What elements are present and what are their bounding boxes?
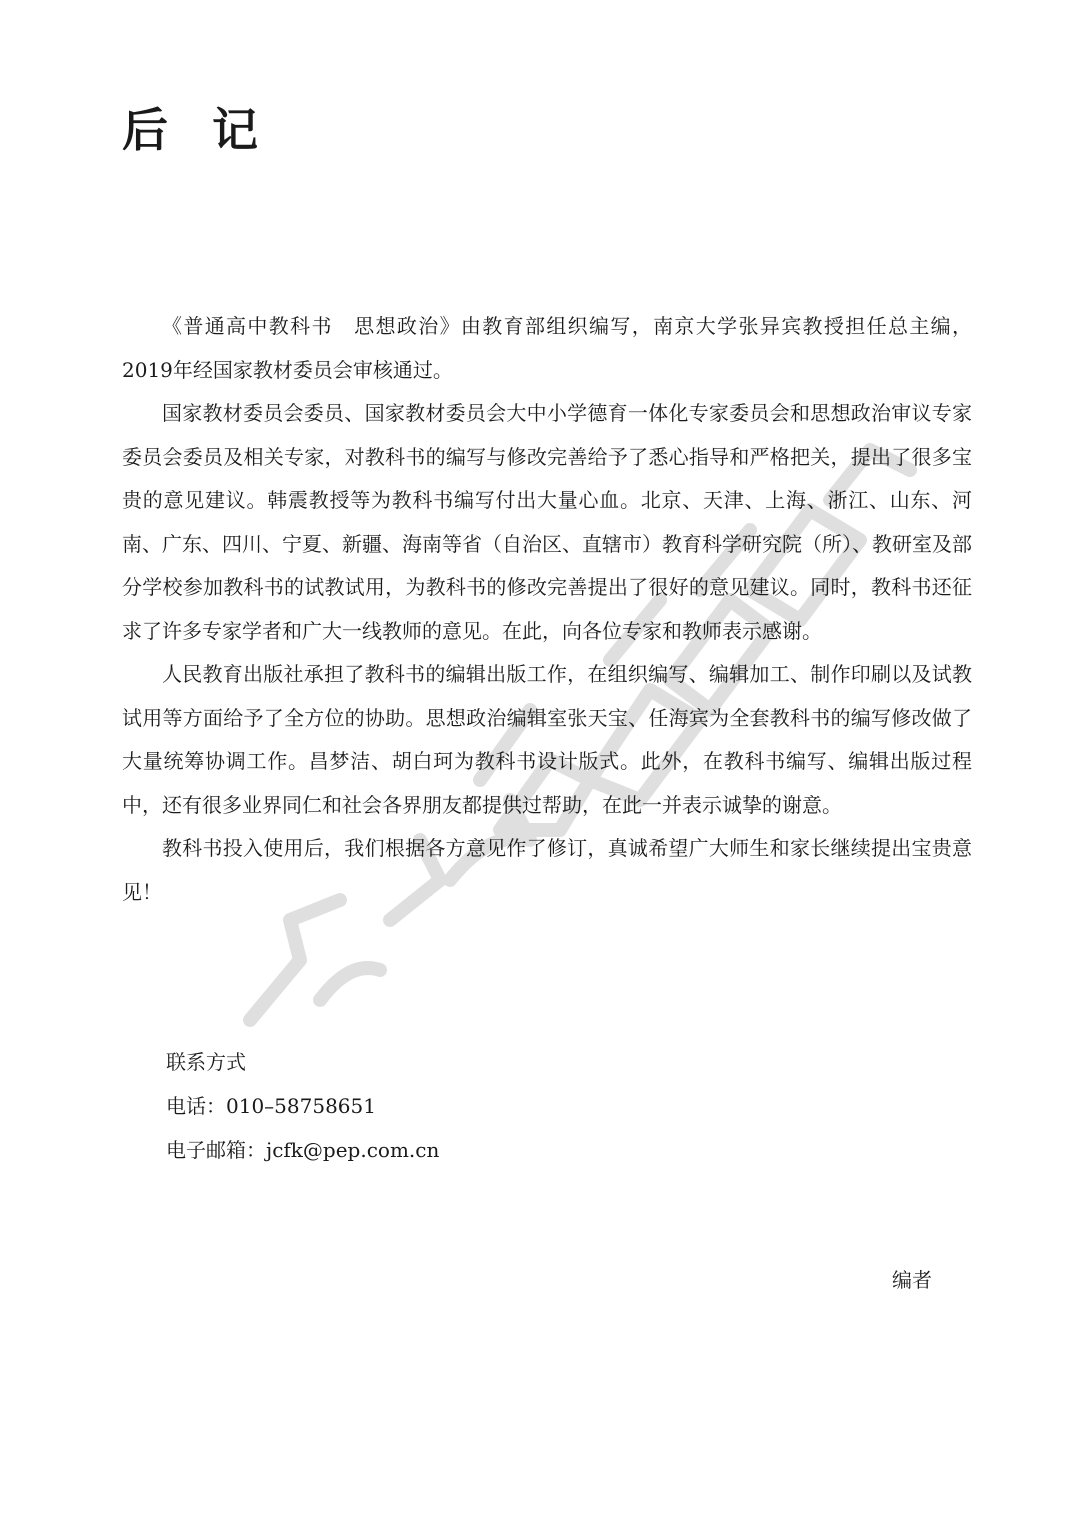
contact-email: 电子邮箱：jcfk@pep.com.cn <box>166 1138 440 1162</box>
body-text <box>122 305 972 914</box>
contact-block <box>166 1040 439 1172</box>
paragraph: 国家教材委员会委员、国家教材委员会大中小学德育一体化专家委员会和思想政治审议专家委员会委员及相关专家，对教科书的编写与修改完善给予了悉心指导和严格把关，提出了很多宝贵的意见建议。韩震教授等为教科书编写付出大量心血。北京、天津、上海、浙江、山东、河南、广东、四川、宁夏、新疆、海南等省（自治区、直辖市）教育科学研究院（所）、教研室及部分学校参加教科书的试教试用，为教科书的修改完善提出了很好的意见建议。同时，教科书还征求了许多专家学者和广大一线教师的意见。在此，向各位专家和教师表示感谢。 <box>122 401 972 643</box>
contact-heading: 联系方式 <box>166 1050 246 1074</box>
paragraph: 人民教育出版社承担了教科书的编辑出版工作，在组织编写、编辑加工、制作印刷以及试教试用等方面给予了全方位的协助。思想政治编辑室张天宝、任海宾为全套教科书的编写修改做了大量统筹协调工作。昌梦洁、胡白珂为教科书设计版式。此外，在教科书编写、编辑出版过程中，还有很多业界同仁和社会各界朋友都提供过帮助，在此一并表示诚挚的谢意。 <box>122 662 972 817</box>
contact-phone: 电话：010–58758651 <box>166 1094 376 1118</box>
signature: 编者 <box>892 1268 932 1292</box>
page-title: 后记 <box>122 103 302 157</box>
paragraph: 教科书投入使用后，我们根据各方意见作了修订，真诚希望广大师生和家长继续提出宝贵意见！ <box>122 836 972 904</box>
paragraph: 《普通高中教科书 思想政治》由教育部组织编写，南京大学张异宾教授担任总主编，2019年经国家教材委员会审核通过。 <box>122 314 972 382</box>
